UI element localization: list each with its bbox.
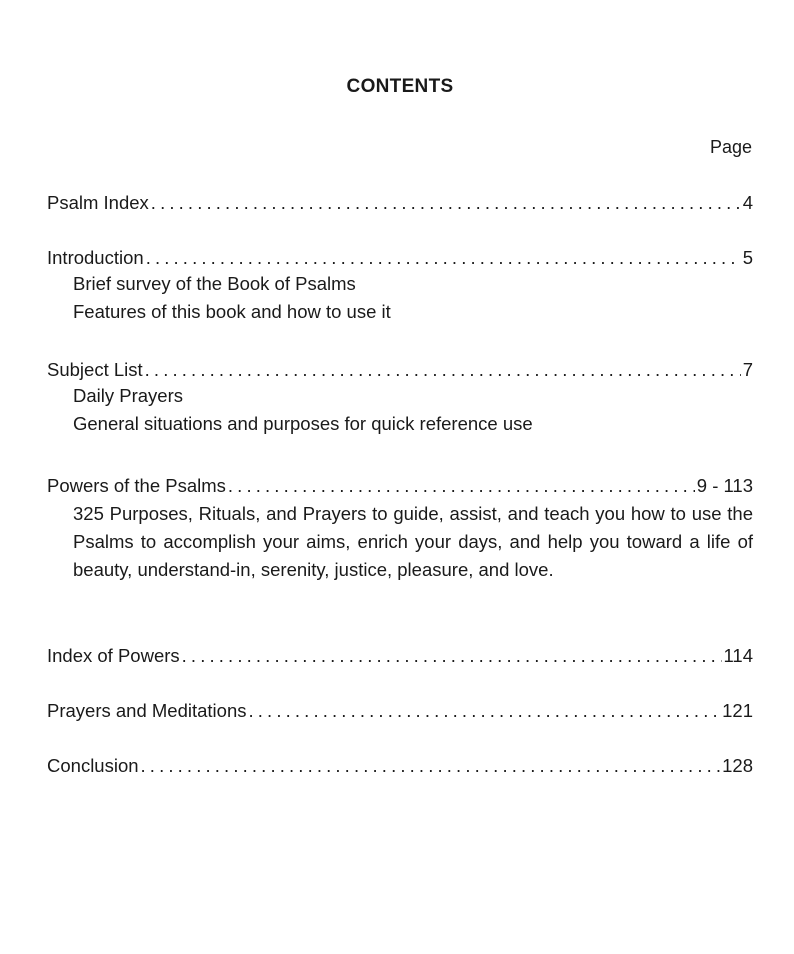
dot-leader — [146, 247, 741, 269]
entry-page: 4 — [742, 192, 753, 213]
toc-entry-subject-list — [47, 359, 753, 381]
entry-label: Introduction — [47, 247, 144, 268]
dot-leader — [249, 700, 721, 722]
dot-leader — [182, 645, 722, 667]
entry-page: 5 — [742, 247, 753, 268]
page-column-header: Page — [709, 137, 752, 157]
toc-entry-powers-of-the-psalms — [47, 475, 753, 497]
entry-label: Prayers and Meditations — [47, 700, 247, 721]
entry-page: 114 — [723, 645, 753, 666]
entry-label: Powers of the Psalms — [47, 475, 226, 496]
entry-label: Index of Powers — [47, 645, 180, 666]
dot-leader — [145, 359, 741, 381]
entry-label: Subject List — [47, 359, 143, 380]
toc-subentry: Brief survey of the Book of Psalms — [73, 273, 356, 294]
toc-entry-index-of-powers — [47, 645, 753, 667]
entry-label: Psalm Index — [47, 192, 149, 213]
page-title: CONTENTS — [346, 76, 454, 97]
entry-page: 121 — [722, 700, 753, 721]
entry-page: 128 — [722, 755, 753, 776]
entry-page: 9 - 113 — [696, 475, 753, 496]
dot-leader — [228, 475, 695, 497]
entry-label: Conclusion — [47, 755, 139, 776]
toc-subentry: Daily Prayers — [73, 385, 183, 406]
toc-entry-prayers-and-meditations — [47, 700, 753, 722]
toc-entry-conclusion — [47, 755, 753, 777]
toc-entry-introduction — [47, 247, 753, 269]
entry-page: 7 — [742, 359, 753, 380]
toc-subentry: General situations and purposes for quick reference use — [73, 413, 533, 434]
toc-entry-psalm-index — [47, 192, 753, 214]
dot-leader — [151, 192, 741, 214]
toc-subentry: Features of this book and how to use it — [73, 301, 391, 322]
dot-leader — [141, 755, 721, 777]
toc-entry-description: 325 Purposes, Rituals, and Prayers to guide, assist, and teach you how to use the Psalms to accomplish your aims, enrich your days, and help you toward a life of beauty, understand-in, serenity, justice, pleasure, and love. — [73, 503, 753, 580]
